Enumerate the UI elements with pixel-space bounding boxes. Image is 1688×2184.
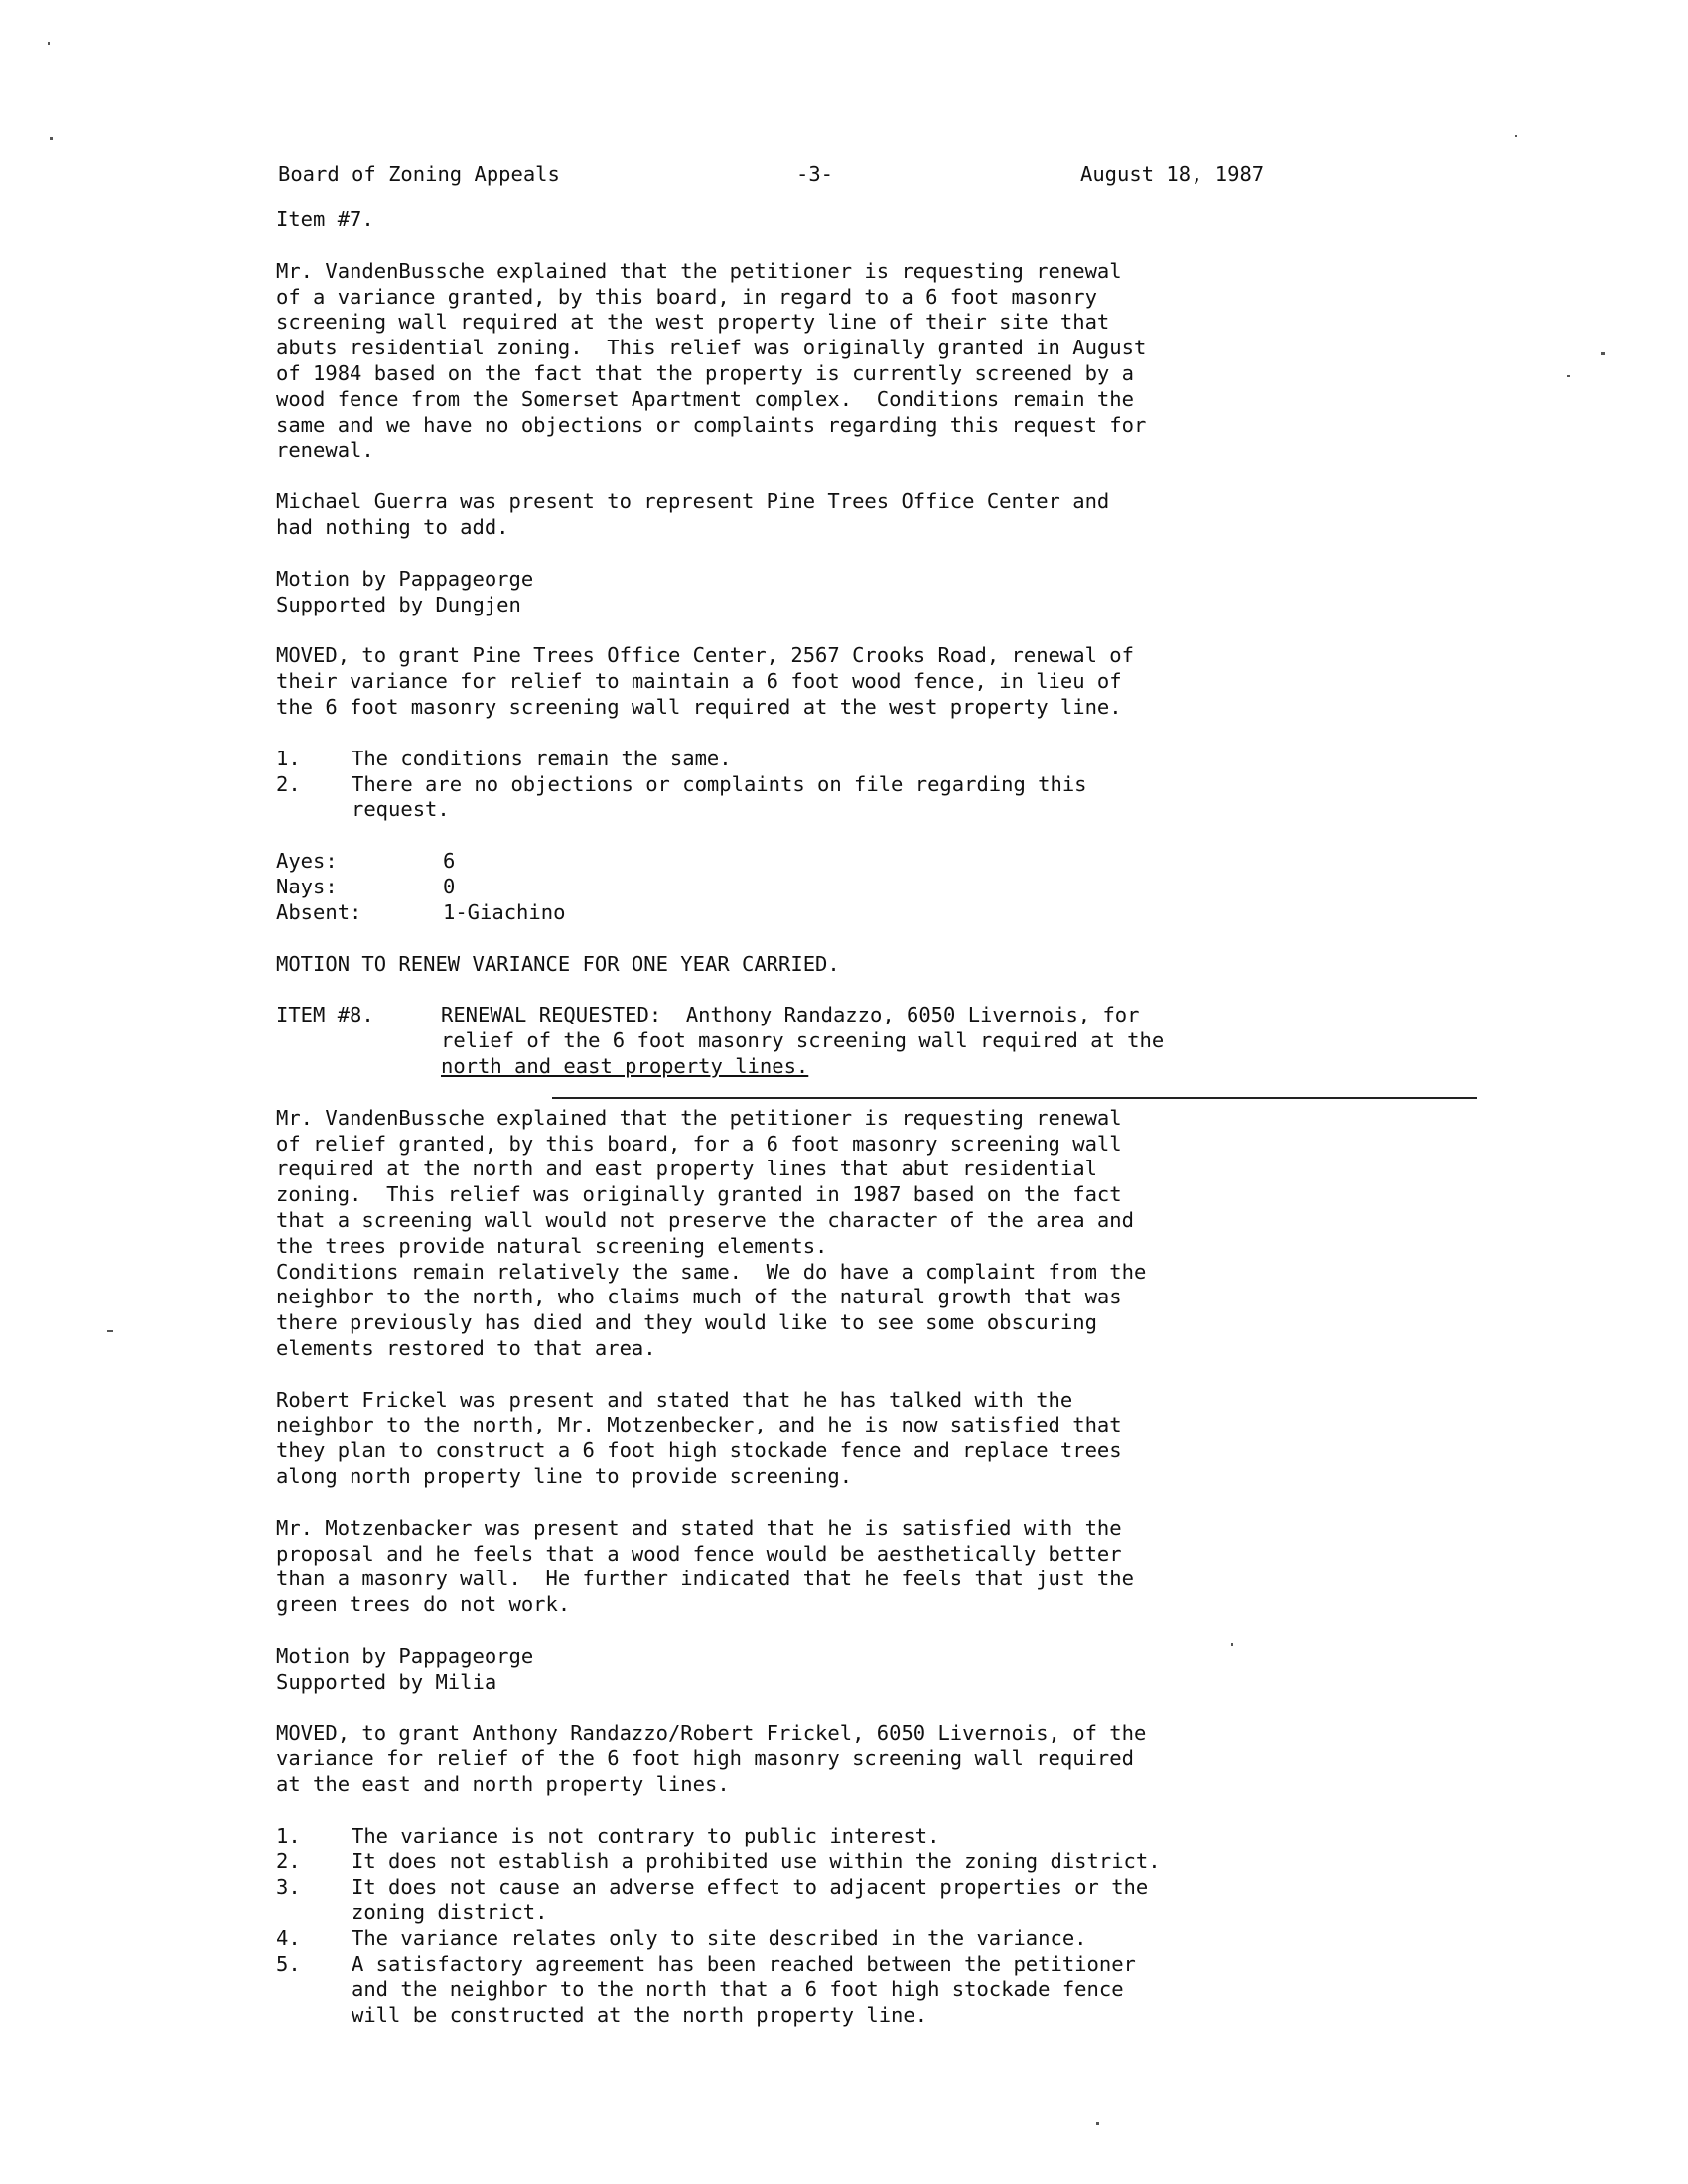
item8-moved-line: variance for relief of the 6 foot high masonry screening wall required bbox=[276, 1746, 1134, 1771]
item8-motzenbacker-line: Mr. Motzenbacker was present and stated that he is satisfied with the bbox=[276, 1515, 1122, 1540]
condition-number: 5. bbox=[276, 1952, 301, 1977]
item8-frickel-line: neighbor to the north, Mr. Motzenbecker, and he is now satisfied that bbox=[276, 1413, 1122, 1437]
item8-explanation-line: of relief granted, by this board, for a 6 foot masonry screening wall bbox=[276, 1131, 1122, 1156]
vote-label: Ayes: bbox=[276, 849, 338, 874]
scan-speck bbox=[48, 42, 50, 45]
condition-item bbox=[276, 772, 1477, 824]
item7-motion bbox=[276, 567, 1477, 618]
condition-text: The variance is not contrary to public interest. bbox=[352, 1824, 940, 1848]
item8-explanation-line: neighbor to the north, who claims much of the natural growth that was bbox=[276, 1285, 1122, 1309]
item8-frickel-line: they plan to construct a 6 foot high stockade fence and replace trees bbox=[276, 1438, 1122, 1463]
vote-row bbox=[276, 875, 1477, 900]
vote-row bbox=[276, 900, 1477, 926]
item8-explanation-line: Mr. VandenBussche explained that the petitioner is requesting renewal bbox=[276, 1105, 1122, 1130]
item7-moved-line: their variance for relief to maintain a 6 foot wood fence, in lieu of bbox=[276, 669, 1122, 694]
item8-moved-line: MOVED, to grant Anthony Randazzo/Robert Frickel, 6050 Livernois, of the bbox=[276, 1720, 1147, 1745]
item8-motion-by: Motion by Pappageorge bbox=[276, 1644, 534, 1669]
item8-motion bbox=[276, 1644, 1477, 1696]
item7-moved bbox=[276, 643, 1477, 720]
condition-item bbox=[276, 1824, 1477, 1849]
condition-item bbox=[276, 1875, 1477, 1927]
condition-number: 2. bbox=[276, 771, 301, 796]
item7-supported-by: Supported by Dungjen bbox=[276, 592, 521, 616]
item8-motzenbacker-line: than a masonry wall. He further indicated that he feels that just the bbox=[276, 1567, 1134, 1591]
item8-heading-line: relief of the 6 foot masonry screening wall required at the bbox=[441, 1028, 1165, 1053]
condition-text: It does not establish a prohibited use within the zoning district. bbox=[352, 1848, 1161, 1873]
condition-text bbox=[352, 1952, 1136, 2028]
vote-value: 0 bbox=[443, 874, 456, 898]
condition-item bbox=[276, 1849, 1477, 1875]
item8-explanation-line: the trees provide natural screening elements. bbox=[276, 1233, 828, 1258]
item7-explanation-line: of a variance granted, by this board, in regard to a 6 foot masonry bbox=[276, 284, 1097, 309]
item7-explanation-line: abuts residential zoning. This relief was originally granted in August bbox=[276, 336, 1147, 360]
vote-label: Absent: bbox=[276, 899, 362, 924]
item8-heading-text bbox=[441, 1003, 1164, 1079]
item8-explanation-line: elements restored to that area. bbox=[276, 1335, 656, 1360]
condition-text-line: There are no objections or complaints on file regarding this bbox=[352, 771, 1087, 796]
item8-supported-by: Supported by Milia bbox=[276, 1669, 497, 1694]
page-number: -3- bbox=[796, 162, 834, 186]
header-board-name: Board of Zoning Appeals bbox=[278, 162, 560, 186]
scan-speck bbox=[1231, 1643, 1233, 1646]
item7-explanation-line: renewal. bbox=[276, 438, 374, 463]
item7-explanation-line: Mr. VandenBussche explained that the petitioner is requesting renewal bbox=[276, 258, 1122, 283]
item8-motzenbacker-line: proposal and he feels that a wood fence would be aesthetically better bbox=[276, 1541, 1122, 1566]
item7-motion-by: Motion by Pappageorge bbox=[276, 566, 534, 591]
item7-presence bbox=[276, 489, 1477, 541]
item7-moved-line: the 6 foot masonry screening wall required at the west property line. bbox=[276, 694, 1122, 719]
item8-explanation-line: there previously has died and they would like to see some obscuring bbox=[276, 1310, 1097, 1335]
condition-text: The variance relates only to site described in the variance. bbox=[352, 1926, 1087, 1951]
scan-speck bbox=[1567, 375, 1570, 377]
item8-heading-underlined: north and east property lines. bbox=[441, 1053, 809, 1078]
condition-item bbox=[276, 1952, 1477, 2028]
item8-frickel-line: Robert Frickel was present and stated that he has talked with the bbox=[276, 1387, 1073, 1412]
condition-number: 1. bbox=[276, 1824, 301, 1848]
item7-title: Item #7. bbox=[276, 207, 374, 231]
page-header bbox=[276, 162, 1477, 190]
item8-motzenbacker-statement bbox=[276, 1516, 1477, 1618]
item7-presence-line: Michael Guerra was present to represent Pine Trees Office Center and bbox=[276, 489, 1110, 514]
document-page bbox=[276, 162, 1477, 2028]
condition-text-line: zoning district. bbox=[352, 1900, 548, 1925]
item8-frickel-statement bbox=[276, 1388, 1477, 1490]
item7-moved-line: MOVED, to grant Pine Trees Office Center, 2567 Crooks Road, renewal of bbox=[276, 643, 1134, 668]
item7-result: MOTION TO RENEW VARIANCE FOR ONE YEAR CARRIED. bbox=[276, 951, 840, 976]
item8-moved-line: at the east and north property lines. bbox=[276, 1772, 730, 1797]
condition-text-line: will be constructed at the north property line. bbox=[352, 2002, 928, 2027]
condition-number: 3. bbox=[276, 1874, 301, 1899]
item7-explanation-line: screening wall required at the west property line of their site that bbox=[276, 310, 1110, 335]
header-date: August 18, 1987 bbox=[1080, 162, 1265, 186]
scan-speck bbox=[107, 1330, 113, 1332]
vote-value: 6 bbox=[443, 849, 456, 874]
item8-heading-line: RENEWAL REQUESTED: Anthony Randazzo, 6050 Livernois, for bbox=[441, 1003, 1140, 1027]
condition-number: 1. bbox=[276, 746, 301, 770]
item8-explanation-line: zoning. This relief was originally granted in 1987 based on the fact bbox=[276, 1182, 1122, 1207]
item8-motzenbacker-line: green trees do not work. bbox=[276, 1592, 571, 1617]
condition-number: 2. bbox=[276, 1848, 301, 1873]
condition-text-line: It does not cause an adverse effect to adjacent properties or the bbox=[352, 1874, 1149, 1899]
item8-explanation-line: required at the north and east property lines that abut residential bbox=[276, 1157, 1097, 1181]
condition-text-line: and the neighbor to the north that a 6 foot high stockade fence bbox=[352, 1977, 1124, 2001]
item8-explanation-line: that a screening wall would not preserve the character of the area and bbox=[276, 1207, 1134, 1232]
item7-explanation-line: wood fence from the Somerset Apartment complex. Conditions remain the bbox=[276, 386, 1134, 411]
item7-votes bbox=[276, 849, 1477, 925]
condition-item bbox=[276, 1926, 1477, 1952]
scan-speck bbox=[1601, 352, 1605, 355]
scan-speck bbox=[1515, 135, 1517, 137]
item8-conditions bbox=[276, 1824, 1477, 2028]
item8-frickel-line: along north property line to provide screening. bbox=[276, 1464, 853, 1489]
item8-label: ITEM #8. bbox=[276, 1003, 374, 1027]
item8-heading bbox=[276, 1003, 1477, 1079]
condition-item bbox=[276, 747, 1477, 772]
item7-presence-line: had nothing to add. bbox=[276, 514, 509, 539]
item7-explanation-line: same and we have no objections or complaints regarding this request for bbox=[276, 412, 1147, 437]
vote-label: Nays: bbox=[276, 874, 338, 898]
item7-conditions bbox=[276, 747, 1477, 823]
condition-number: 4. bbox=[276, 1926, 301, 1951]
item8-moved bbox=[276, 1721, 1477, 1798]
item7-explanation-line: of 1984 based on the fact that the property is currently screened by a bbox=[276, 360, 1134, 385]
vote-value: 1-Giachino bbox=[443, 899, 566, 924]
condition-text-line: request. bbox=[352, 797, 450, 822]
item8-heading-rule bbox=[552, 1097, 1477, 1099]
item8-explanation-line: Conditions remain relatively the same. We do have a complaint from the bbox=[276, 1259, 1147, 1284]
vote-row bbox=[276, 849, 1477, 875]
item7-explanation bbox=[276, 259, 1477, 464]
condition-text-line: A satisfactory agreement has been reached between the petitioner bbox=[352, 1952, 1136, 1977]
scan-speck bbox=[1096, 2122, 1099, 2125]
scan-speck bbox=[50, 137, 53, 140]
item8-explanation bbox=[276, 1106, 1477, 1362]
condition-text bbox=[352, 772, 1087, 824]
condition-text bbox=[352, 1875, 1148, 1927]
condition-text: The conditions remain the same. bbox=[352, 746, 732, 770]
